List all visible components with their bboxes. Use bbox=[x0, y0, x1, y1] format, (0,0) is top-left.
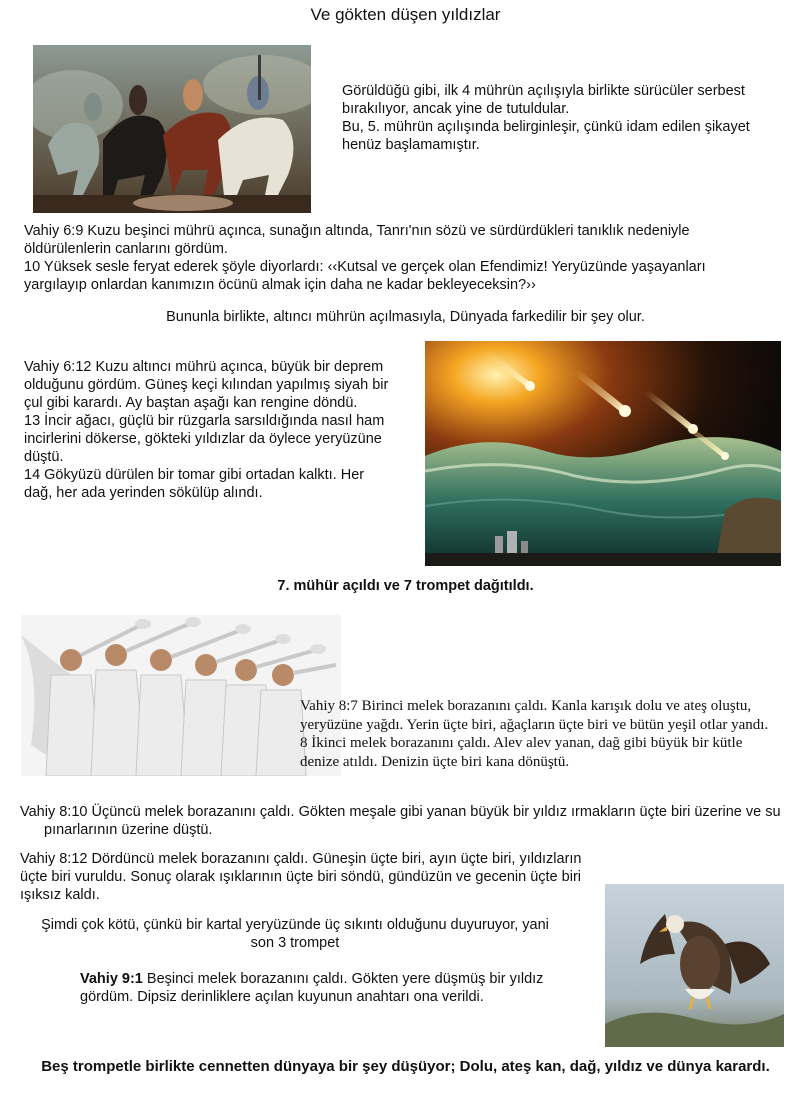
revelation-6-13: 13 İncir ağacı, güçlü bir rüzgarla sarsıldığında nasıl ham incirlerini dökerse, gökteki yıldızlar da öylece yeryüzüne düştü. bbox=[24, 413, 385, 465]
eagle-image bbox=[605, 884, 784, 1047]
falling-stars-image bbox=[425, 341, 781, 566]
revelation-9-1-label: Vahiy 9:1 bbox=[80, 971, 143, 987]
intro-line-2: Bu, 5. mührün açılışında belirginleşir, çünkü idam edilen şikayet henüz başlamamıştır. bbox=[342, 119, 750, 153]
revelation-6-12-block bbox=[24, 358, 396, 502]
revelation-9-1 bbox=[80, 970, 570, 1006]
revelation-6-14: 14 Gökyüzü dürülen bir tomar gibi ortadan kalktı. Her dağ, her ada yerinden sökülüp alındı. bbox=[24, 467, 365, 501]
conclusion: Beş trompetle birlikte cennetten dünyaya bir şey düşüyor; Dolu, ateş kan, dağ, yıldız ve dünya karardı. bbox=[41, 1058, 770, 1075]
four-horsemen-image bbox=[33, 45, 311, 213]
revelation-6-12: Vahiy 6:12 Kuzu altıncı mührü açınca, büyük bir deprem olduğunu gördüm. Güneş keçi kılından yapılmış siyah bir çul gibi karardı. Ay baştan aşağı kan rengine döndü. bbox=[24, 359, 389, 411]
eagle-note: Şimdi çok kötü, çünkü bir kartal yeryüzünde üç sıkıntı olduğunu duyuruyor, yani son 3 trompet bbox=[41, 917, 549, 951]
revelation-9-1-text: Beşinci melek borazanını çaldı. Gökten yere düşmüş bir yıldız gördüm. Dipsiz derinliklere açılan kuyunun anahtarı ona verildi. bbox=[80, 971, 544, 1005]
revelation-8-7: Vahiy 8:7 Birinci melek borazanını çaldı. Kanla karışık dolu ve ateş oluştu, yeryüzüne yağdı. Yerin üçte biri, ağaçların üçte biri ve bütün yeşil otlar yandı. bbox=[300, 698, 769, 733]
revelation-8-12: Vahiy 8:12 Dördüncü melek borazanını çaldı. Güneşin üçte biri, ayın üçte biri, yıldızların üçte biri vuruldu. Sonuç olarak ışıklarının üçte biri söndü, gündüzün ve gecenin üçte biri ışıksız kaldı. bbox=[20, 851, 582, 903]
page-title: Ve gökten düşen yıldızlar bbox=[310, 5, 501, 24]
revelation-8-10: Vahiy 8:10 Üçüncü melek borazanını çaldı. Gökten meşale gibi yanan büyük bir yıldız ırmakların üçte biri üzerine ve su pınarlarının üzerine düştü. bbox=[20, 804, 781, 838]
revelation-8-8: 8 İkinci melek borazanını çaldı. Alev alev yanan, dağ gibi büyük bir kütle denize atıldı. Denizin üçte biri kana dönüştü. bbox=[300, 735, 743, 770]
revelation-8-7-block bbox=[300, 697, 780, 771]
revelation-6-10: 10 Yüksek sesle feryat ederek şöyle diyorlardı: ‹‹Kutsal ve gerçek olan Efendimiz! Yeryüzünde yaşayanları yargılayıp onlardan kanımızın öcünü almak için daha ne kadar bekleyeceksin?›› bbox=[24, 259, 706, 293]
revelation-6-9: Vahiy 6:9 Kuzu beşinci mührü açınca, sunağın altında, Tanrı'nın sözü ve sürdürdükleri tanıklık nedeniyle öldürülenlerin canlarını gördüm. bbox=[24, 223, 690, 257]
revelation-6-9-block bbox=[24, 222, 769, 294]
trumpet-angels-image bbox=[21, 615, 341, 776]
intro-line-1: Görüldüğü gibi, ilk 4 mührün açılışıyla birlikte sürücüler serbest bırakılıyor, ancak yine de tutuldular. bbox=[342, 83, 745, 117]
sixth-seal-note: Bununla birlikte, altıncı mührün açılmasıyla, Dünyada farkedilir bir şey olur. bbox=[166, 309, 645, 325]
intro-paragraph bbox=[342, 82, 772, 154]
seventh-seal-heading: 7. mühür açıldı ve 7 trompet dağıtıldı. bbox=[277, 578, 534, 594]
